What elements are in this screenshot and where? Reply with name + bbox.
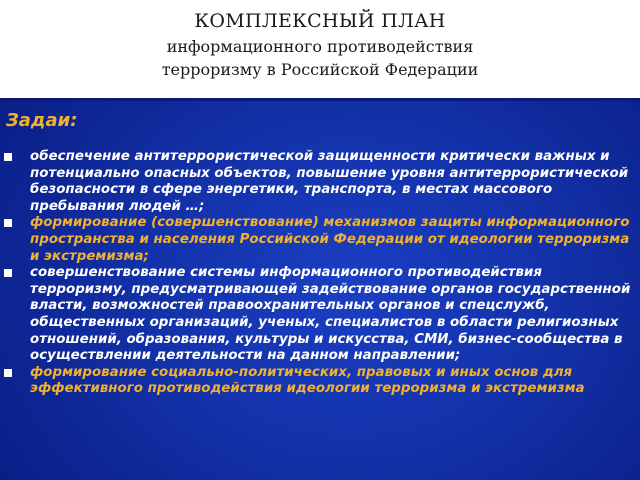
title-line-3: терроризму в Российской Федерации — [161, 60, 479, 79]
task-text: обеспечение антитеррористической защищенности критически важных и потенциально опасных объектов, повышение уровня антитеррористической безопасности в сфере энергетики, транспорта, в местах массового пребывания людей …; — [30, 149, 629, 214]
title-line-1: КОМПЛЕКСНЫЙ ПЛАН — [194, 10, 446, 32]
tasks-heading: Задаи: — [6, 110, 78, 131]
task-item — [4, 149, 634, 215]
header-divider — [0, 98, 640, 101]
slide-header — [0, 0, 640, 98]
task-text: формирование (совершенствование) механизмов защиты информационного пространства и населения Российской Федерации от идеологии терроризма и экстремизма; — [30, 215, 630, 264]
task-item — [4, 365, 634, 398]
task-text: формирование социально-политических, правовых и иных основ для эффективного противодействия идеологии терроризма и экстремизма — [30, 364, 585, 397]
task-text: совершенствование системы информационного противодействия терроризму, предусматривающей задействование органов государственной власти, возможностей правоохранительных органов и спецслужб, общественных организаций, ученых, специалистов в области религиозных отношений, образования, культуры и искусства, СМИ, бизнес-сообщества в осуществлении деятельности на данном направлении; — [30, 265, 631, 364]
task-item — [4, 215, 634, 265]
task-list — [4, 149, 634, 398]
square-bullet-icon — [4, 219, 12, 227]
task-item — [4, 265, 634, 365]
title-line-2: информационного противодействия — [166, 37, 474, 56]
square-bullet-icon — [4, 369, 12, 377]
square-bullet-icon — [4, 153, 12, 161]
square-bullet-icon — [4, 269, 12, 277]
